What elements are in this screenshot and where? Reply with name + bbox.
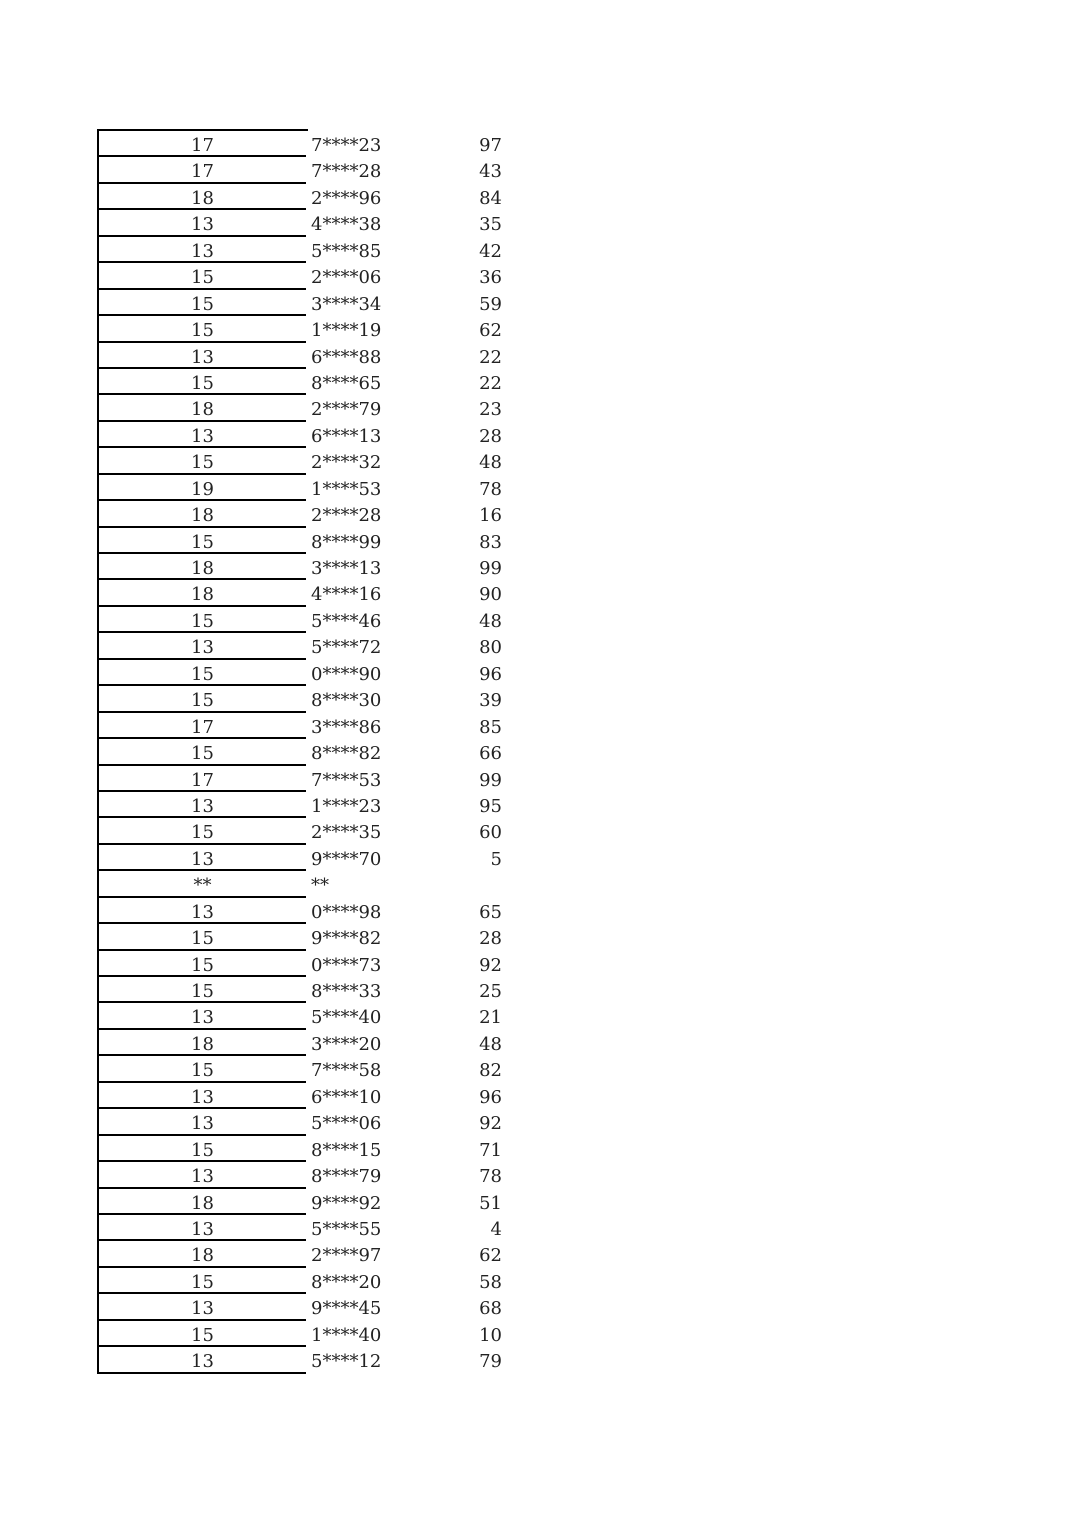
cell-value[interactable]: 79	[479, 1351, 502, 1373]
cell-prefix[interactable]: **	[97, 871, 306, 897]
cell-value[interactable]: 28	[479, 928, 502, 950]
table-row	[97, 739, 517, 765]
cell-value[interactable]: 5	[490, 848, 502, 870]
cell-prefix[interactable]: 13	[97, 898, 306, 924]
cell-masked-number[interactable]: 2****35	[311, 822, 382, 844]
cell-masked-number[interactable]: 8****33	[311, 981, 382, 1002]
cell-prefix[interactable]: 15	[97, 739, 306, 765]
cell-value[interactable]: 62	[479, 320, 502, 342]
cell-value[interactable]	[416, 871, 502, 897]
cell-masked-number[interactable]: 8****99	[311, 531, 382, 553]
table-row	[97, 871, 517, 897]
cell-value[interactable]: 48	[479, 452, 502, 474]
table-row	[97, 924, 517, 950]
cell-value[interactable]: 60	[479, 822, 502, 844]
cell-masked-number[interactable]: 7****23	[311, 135, 382, 156]
cell-value[interactable]: 4	[490, 1218, 502, 1240]
cell-prefix[interactable]: 15	[97, 369, 306, 395]
cell-masked-number[interactable]: 0****98	[311, 901, 382, 923]
cell-masked-number[interactable]: 9****70	[311, 848, 382, 870]
cell-masked-number[interactable]: 2****97	[311, 1245, 382, 1267]
cell-prefix[interactable]: 18	[97, 184, 306, 210]
cell-value[interactable]: 83	[479, 531, 502, 553]
cell-prefix[interactable]: 18	[97, 501, 306, 527]
cell-prefix[interactable]: 17	[97, 713, 306, 739]
cell-value[interactable]: 78	[479, 478, 502, 500]
cell-prefix[interactable]: 15	[97, 660, 306, 686]
cell-value[interactable]: 42	[479, 240, 502, 262]
cell-value[interactable]: 35	[479, 214, 502, 236]
cell-prefix[interactable]: 13	[97, 1109, 306, 1135]
cell-prefix[interactable]: 13	[97, 210, 306, 236]
cell-value[interactable]: 95	[479, 795, 502, 817]
cell-masked-number[interactable]: 3****13	[311, 558, 382, 579]
table-row	[97, 633, 517, 659]
cell-masked-number[interactable]: 7****58	[311, 1060, 382, 1082]
cell-masked-number[interactable]: 5****46	[311, 610, 382, 632]
table-row	[97, 1268, 517, 1294]
cell-prefix[interactable]: 13	[97, 1162, 306, 1188]
cell-value[interactable]: 92	[479, 1113, 502, 1135]
cell-prefix[interactable]: 15	[97, 686, 306, 712]
table-row	[97, 1241, 517, 1267]
table-row	[97, 1003, 517, 1029]
cell-masked-number[interactable]: 9****82	[311, 928, 382, 950]
table-row	[97, 713, 517, 739]
cell-value[interactable]: 82	[479, 1060, 502, 1082]
cell-prefix[interactable]: 15	[97, 1321, 306, 1347]
cell-value[interactable]: 28	[479, 425, 502, 447]
cell-masked-number[interactable]: 8****65	[311, 372, 382, 394]
cell-masked-number[interactable]: 6****88	[311, 346, 382, 368]
cell-prefix[interactable]: 13	[97, 422, 306, 448]
table-row	[97, 1109, 517, 1135]
cell-masked-number[interactable]: 8****15	[311, 1139, 382, 1161]
cell-prefix[interactable]: 13	[97, 845, 306, 871]
cell-value[interactable]: 21	[479, 1007, 502, 1029]
cell-masked-number[interactable]: 2****32	[311, 452, 382, 474]
cell-prefix[interactable]: 18	[97, 1189, 306, 1215]
table-row	[97, 845, 517, 871]
cell-masked-number[interactable]: 8****30	[311, 690, 382, 712]
table-row	[97, 1347, 517, 1373]
cell-value[interactable]: 43	[479, 161, 502, 183]
cell-value[interactable]: 99	[479, 558, 502, 579]
cell-value[interactable]: 99	[479, 769, 502, 791]
cell-value[interactable]: 51	[479, 1192, 502, 1214]
table-row	[97, 818, 517, 844]
cell-prefix[interactable]: 15	[97, 448, 306, 474]
table-row	[97, 977, 517, 1003]
table-row	[97, 792, 517, 818]
table-row	[97, 131, 517, 157]
cell-value[interactable]: 68	[479, 1298, 502, 1320]
cell-masked-number[interactable]: 2****06	[311, 267, 382, 289]
table-row	[97, 501, 517, 527]
table-row	[97, 1056, 517, 1082]
cell-value[interactable]: 48	[479, 1033, 502, 1055]
cell-masked-number[interactable]: 9****92	[311, 1192, 382, 1214]
table-row	[97, 1321, 517, 1347]
cell-masked-number[interactable]: 1****40	[311, 1324, 382, 1346]
cell-prefix[interactable]: 15	[97, 528, 306, 554]
cell-masked-number[interactable]: 5****12	[311, 1351, 382, 1373]
cell-masked-number[interactable]: 8****20	[311, 1271, 382, 1293]
table-row	[97, 1136, 517, 1162]
cell-value[interactable]: 96	[479, 663, 502, 685]
cell-prefix[interactable]: 19	[97, 475, 306, 501]
table-row	[97, 290, 517, 316]
table-row	[97, 1294, 517, 1320]
table-row	[97, 686, 517, 712]
cell-masked-number[interactable]: 5****85	[311, 240, 382, 262]
cell-value[interactable]: 71	[479, 1139, 502, 1161]
cell-value[interactable]: 90	[479, 584, 502, 606]
cell-value[interactable]: 59	[479, 293, 502, 315]
cell-value[interactable]: 10	[479, 1324, 502, 1346]
table-row	[97, 660, 517, 686]
cell-masked-number[interactable]: 8****79	[311, 1166, 382, 1188]
cell-prefix[interactable]: 13	[97, 1215, 306, 1241]
cell-value[interactable]: 62	[479, 1245, 502, 1267]
cell-prefix[interactable]: 15	[97, 290, 306, 316]
table-row	[97, 316, 517, 342]
cell-prefix[interactable]: 13	[97, 343, 306, 369]
table-row	[97, 184, 517, 210]
cell-masked-number[interactable]: 5****55	[311, 1218, 382, 1240]
cell-masked-number[interactable]: 1****23	[311, 795, 382, 817]
cell-prefix[interactable]: 13	[97, 237, 306, 263]
cell-value[interactable]: 92	[479, 954, 502, 976]
cell-prefix[interactable]: 13	[97, 792, 306, 818]
cell-masked-number[interactable]: **	[311, 875, 329, 897]
cell-prefix[interactable]: 18	[97, 395, 306, 421]
table-row	[97, 1083, 517, 1109]
cell-masked-number[interactable]: 2****79	[311, 399, 382, 421]
table-row	[97, 422, 517, 448]
cell-prefix[interactable]: 15	[97, 977, 306, 1003]
cell-masked-number[interactable]: 5****06	[311, 1113, 382, 1135]
cell-value[interactable]: 22	[479, 372, 502, 394]
cell-masked-number[interactable]: 3****20	[311, 1033, 382, 1055]
cell-masked-number[interactable]: 3****86	[311, 716, 382, 738]
cell-masked-number[interactable]: 9****45	[311, 1298, 382, 1320]
cell-prefix[interactable]: 15	[97, 607, 306, 633]
cell-masked-number[interactable]: 1****53	[311, 478, 382, 500]
cell-masked-number[interactable]: 1****19	[311, 320, 382, 342]
cell-value[interactable]: 96	[479, 1086, 502, 1108]
cell-masked-number[interactable]: 8****82	[311, 743, 382, 765]
cell-prefix[interactable]: 15	[97, 924, 306, 950]
cell-prefix[interactable]: 18	[97, 554, 306, 580]
cell-prefix[interactable]: 17	[97, 131, 306, 157]
cell-prefix[interactable]: 18	[97, 580, 306, 606]
cell-prefix[interactable]: 15	[97, 263, 306, 289]
cell-prefix[interactable]: 17	[97, 157, 306, 183]
table-row	[97, 1030, 517, 1056]
cell-prefix[interactable]: 13	[97, 1083, 306, 1109]
table-row	[97, 1162, 517, 1188]
cell-prefix[interactable]: 15	[97, 951, 306, 977]
cell-masked-number[interactable]: 0****90	[311, 663, 382, 685]
cell-prefix[interactable]: 15	[97, 818, 306, 844]
table-row	[97, 1189, 517, 1215]
cell-value[interactable]: 22	[479, 346, 502, 368]
table-row	[97, 448, 517, 474]
cell-masked-number[interactable]: 5****40	[311, 1007, 382, 1029]
cell-value[interactable]: 58	[479, 1271, 502, 1293]
cell-prefix[interactable]: 15	[97, 1136, 306, 1162]
cell-masked-number[interactable]: 4****16	[311, 584, 382, 606]
cell-prefix[interactable]: 17	[97, 766, 306, 792]
cell-value[interactable]: 66	[479, 743, 502, 765]
cell-value[interactable]: 65	[479, 901, 502, 923]
table-row	[97, 580, 517, 606]
table-row	[97, 237, 517, 263]
table-row	[97, 369, 517, 395]
table-row	[97, 607, 517, 633]
cell-prefix[interactable]: 15	[97, 1056, 306, 1082]
cell-value[interactable]: 78	[479, 1166, 502, 1188]
cell-prefix[interactable]: 13	[97, 1294, 306, 1320]
table-row	[97, 766, 517, 792]
cell-prefix[interactable]: 13	[97, 1003, 306, 1029]
cell-masked-number[interactable]: 2****96	[311, 187, 382, 209]
cell-value[interactable]: 48	[479, 610, 502, 632]
cell-value[interactable]: 36	[479, 267, 502, 289]
cell-value[interactable]: 84	[479, 187, 502, 209]
cell-value[interactable]: 23	[479, 399, 502, 421]
cell-value[interactable]: 25	[479, 981, 502, 1002]
cell-prefix[interactable]: 13	[97, 633, 306, 659]
cell-masked-number[interactable]: 5****72	[311, 637, 382, 659]
cell-masked-number[interactable]: 3****34	[311, 293, 382, 315]
table-rows	[97, 131, 517, 1374]
cell-masked-number[interactable]: 6****10	[311, 1086, 382, 1108]
table-row	[97, 475, 517, 501]
table-row	[97, 1215, 517, 1241]
cell-value[interactable]: 80	[479, 637, 502, 659]
table-row	[97, 157, 517, 183]
cell-prefix[interactable]: 18	[97, 1241, 306, 1267]
table-row	[97, 898, 517, 924]
cell-masked-number[interactable]: 4****38	[311, 214, 382, 236]
cell-masked-number[interactable]: 7****53	[311, 769, 382, 791]
cell-value[interactable]: 97	[479, 135, 502, 156]
cell-masked-number[interactable]: 0****73	[311, 954, 382, 976]
cell-prefix[interactable]: 15	[97, 1268, 306, 1294]
cell-value[interactable]: 39	[479, 690, 502, 712]
cell-prefix[interactable]: 18	[97, 1030, 306, 1056]
table-row	[97, 528, 517, 554]
table-row	[97, 554, 517, 580]
cell-prefix[interactable]: 15	[97, 316, 306, 342]
cell-masked-number[interactable]: 2****28	[311, 505, 382, 527]
table-row	[97, 395, 517, 421]
table-row	[97, 343, 517, 369]
table-row	[97, 951, 517, 977]
cell-masked-number[interactable]: 6****13	[311, 425, 382, 447]
cell-value[interactable]: 85	[479, 716, 502, 738]
cell-value[interactable]: 16	[479, 505, 502, 527]
table-row	[97, 263, 517, 289]
table-row	[97, 210, 517, 236]
cell-masked-number[interactable]: 7****28	[311, 161, 382, 183]
cell-prefix[interactable]: 13	[97, 1347, 306, 1373]
